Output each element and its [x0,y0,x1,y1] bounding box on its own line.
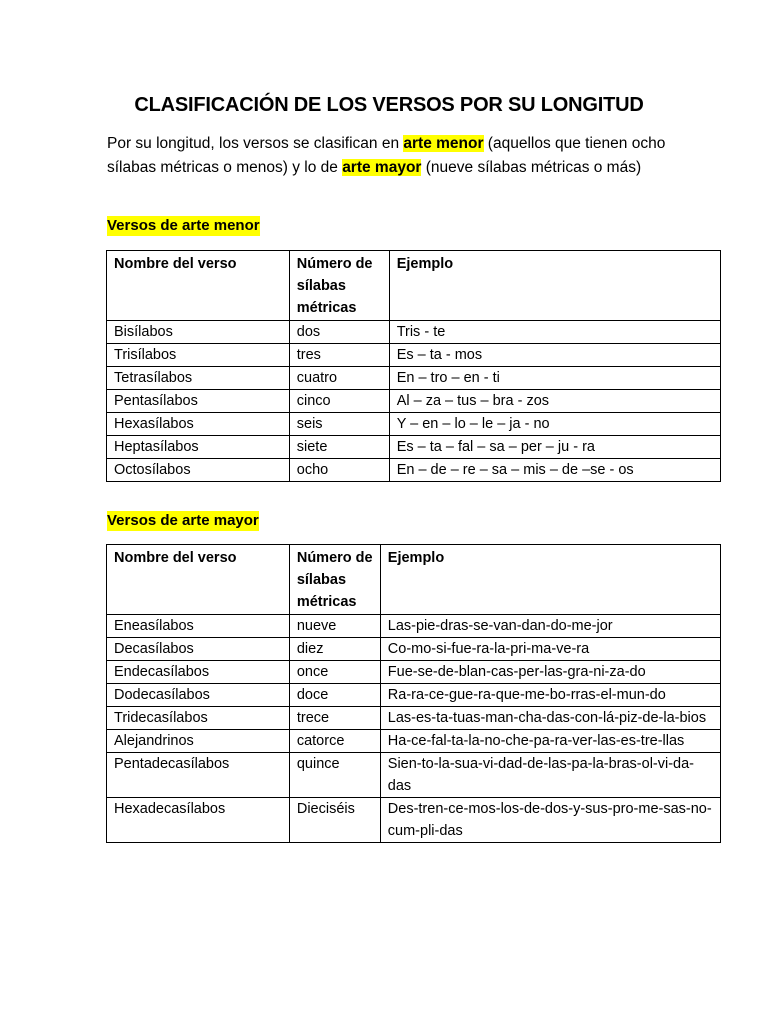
header-nombre: Nombre del verso [107,545,290,615]
table-row [107,436,721,459]
cell-nombre: Endecasílabos [107,661,290,684]
table-row [107,684,721,707]
cell-nombre: Pentadecasílabos [107,753,290,798]
table-row [107,798,721,843]
cell-nombre: Tetrasílabos [107,367,290,390]
table-row [107,390,721,413]
cell-silabas: cinco [289,390,389,413]
heading-arte-menor: Versos de arte menor [107,217,260,234]
table-row [107,753,721,798]
table-row [107,367,721,390]
table-row [107,413,721,436]
table-header-row [107,545,721,615]
cell-silabas: dos [289,321,389,344]
table-arte-menor [106,250,721,482]
table-body-menor [107,321,721,482]
table-row [107,344,721,367]
cell-silabas: trece [289,707,380,730]
cell-ejemplo: Sien-to-la-sua-vi-dad-de-las-pa-la-bras-ol-vi-da-das [380,753,720,798]
cell-silabas: catorce [289,730,380,753]
cell-ejemplo: Ra-ra-ce-gue-ra-que-me-bo-rras-el-mun-do [380,684,720,707]
table-header-row [107,251,721,321]
table-row [107,730,721,753]
table-row [107,661,721,684]
cell-silabas: quince [289,753,380,798]
cell-nombre: Hexadecasílabos [107,798,290,843]
cell-silabas: seis [289,413,389,436]
cell-nombre: Octosílabos [107,459,290,482]
intro-paragraph [107,132,667,180]
header-numero: Número de sílabas métricas [289,251,389,321]
table-body-mayor [107,615,721,843]
cell-nombre: Decasílabos [107,638,290,661]
cell-silabas: tres [289,344,389,367]
cell-nombre: Hexasílabos [107,413,290,436]
cell-silabas: ocho [289,459,389,482]
cell-ejemplo: Tris - te [389,321,720,344]
cell-silabas: once [289,661,380,684]
intro-text-3: (nueve sílabas métricas o más) [421,159,642,176]
table-row [107,459,721,482]
cell-ejemplo: Es – ta – fal – sa – per – ju - ra [389,436,720,459]
cell-silabas: cuatro [289,367,389,390]
table-row [107,321,721,344]
cell-ejemplo: Ha-ce-fal-ta-la-no-che-pa-ra-ver-las-es-tre-llas [380,730,720,753]
table-row [107,615,721,638]
heading-arte-mayor: Versos de arte mayor [107,512,259,529]
cell-ejemplo: Es – ta - mos [389,344,720,367]
cell-nombre: Tridecasílabos [107,707,290,730]
cell-ejemplo: Las-es-ta-tuas-man-cha-das-con-lá-piz-de-la-bios [380,707,720,730]
header-ejemplo: Ejemplo [380,545,720,615]
cell-nombre: Bisílabos [107,321,290,344]
intro-text-2: (aquellos que tienen ocho sílabas métricas o menos) y lo de [107,135,666,176]
cell-nombre: Trisílabos [107,344,290,367]
header-nombre: Nombre del verso [107,251,290,321]
cell-nombre: Pentasílabos [107,390,290,413]
cell-ejemplo: Des-tren-ce-mos-los-de-dos-y-sus-pro-me-sas-no-cum-pli-das [380,798,720,843]
cell-silabas: nueve [289,615,380,638]
cell-ejemplo: Fue-se-de-blan-cas-per-las-gra-ni-za-do [380,661,720,684]
cell-silabas: Dieciséis [289,798,380,843]
cell-silabas: siete [289,436,389,459]
cell-ejemplo: Co-mo-si-fue-ra-la-pri-ma-ve-ra [380,638,720,661]
cell-ejemplo: En – de – re – sa – mis – de –se - os [389,459,720,482]
table-row [107,707,721,730]
cell-ejemplo: En – tro – en - ti [389,367,720,390]
header-ejemplo: Ejemplo [389,251,720,321]
cell-nombre: Alejandrinos [107,730,290,753]
header-numero: Número de sílabas métricas [289,545,380,615]
highlight-arte-menor: arte menor [403,135,484,152]
highlight-arte-mayor: arte mayor [342,159,422,176]
cell-ejemplo: Al – za – tus – bra - zos [389,390,720,413]
page-title: CLASIFICACIÓN DE LOS VERSOS POR SU LONGITUD [134,94,644,116]
intro-text-1: Por su longitud, los versos se clasifican en [107,135,404,152]
cell-nombre: Heptasílabos [107,436,290,459]
cell-silabas: diez [289,638,380,661]
cell-silabas: doce [289,684,380,707]
cell-nombre: Dodecasílabos [107,684,290,707]
cell-ejemplo: Y – en – lo – le – ja - no [389,413,720,436]
table-row [107,638,721,661]
table-arte-mayor [106,544,721,843]
cell-nombre: Eneasílabos [107,615,290,638]
cell-ejemplo: Las-pie-dras-se-van-dan-do-me-jor [380,615,720,638]
